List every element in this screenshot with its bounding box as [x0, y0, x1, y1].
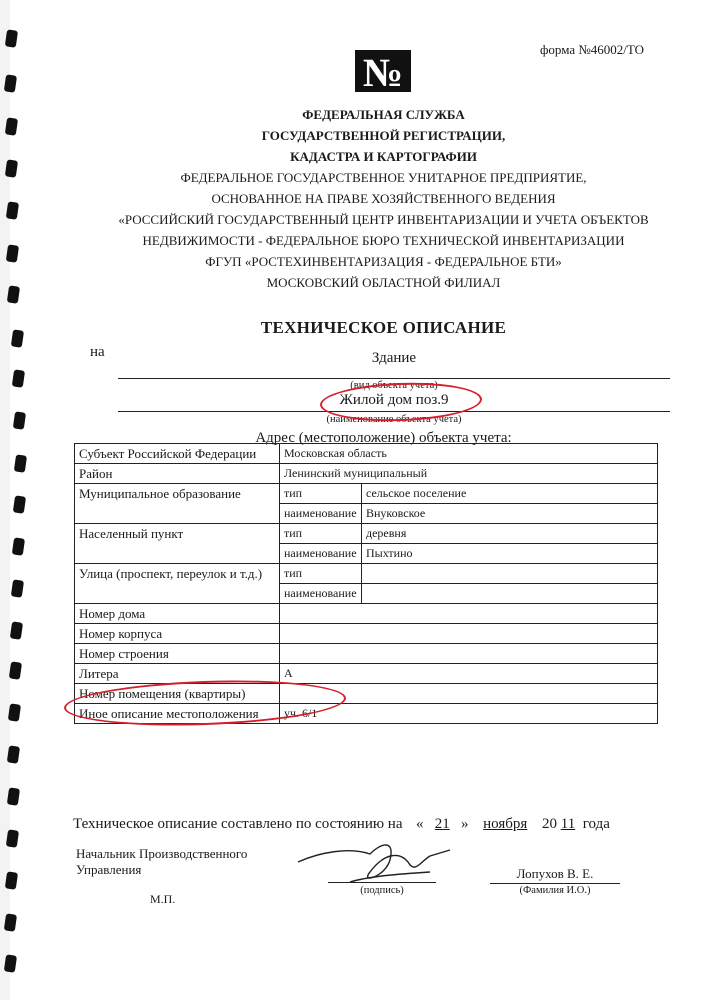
district-value: Ленинский муниципальный — [280, 464, 658, 484]
date-century: 20 — [542, 816, 557, 832]
other-location-label: Иное описание местоположения — [75, 704, 280, 724]
settlement-type-value: деревня — [362, 524, 658, 544]
table-row — [75, 484, 658, 504]
signature-line — [328, 882, 436, 883]
enterprise-line-3: «РОССИЙСКИЙ ГОСУДАРСТВЕННЫЙ ЦЕНТР ИНВЕНТАРИЗАЦИИ И УЧЕТА ОБЪЕКТОВ — [118, 212, 649, 227]
municipality-name-label: наименование — [280, 504, 362, 524]
name-line — [490, 883, 620, 884]
enterprise-line-1: ФЕДЕРАЛЬНОЕ ГОСУДАРСТВЕННОЕ УНИТАРНОЕ ПРЕДПРИЯТИЕ, — [180, 170, 587, 185]
address-heading: Адрес (местоположение) объекта учета: — [255, 430, 512, 446]
object-type-line — [118, 378, 670, 379]
stamp-place: М.П. — [150, 892, 176, 906]
date-day: 21 — [434, 816, 450, 832]
apartment-label: Номер помещения (квартиры) — [75, 684, 280, 704]
district-label: Район — [75, 464, 280, 484]
municipality-name-value: Внуковское — [362, 504, 658, 524]
subject-value: Московская область — [280, 444, 658, 464]
agency-line-2: ГОСУДАРСТВЕННОЙ РЕГИСТРАЦИИ, — [261, 128, 506, 143]
municipality-type-label: тип — [280, 484, 362, 504]
date-year: 11 — [560, 816, 576, 832]
table-row — [75, 444, 658, 464]
date-open-quote: « — [416, 816, 424, 832]
date-month: ноября — [483, 816, 528, 832]
building-label: Номер корпуса — [75, 624, 280, 644]
agency-line-1: ФЕДЕРАЛЬНАЯ СЛУЖБА — [302, 107, 465, 122]
date-close-quote: » — [461, 816, 469, 832]
signer-name: Лопухов В. Е. — [516, 866, 594, 881]
subject-label: Субъект Российской Федерации — [75, 444, 280, 464]
name-caption: (Фамилия И.О.) — [519, 885, 591, 896]
street-name-label: наименование — [280, 584, 362, 604]
table-row — [75, 624, 658, 644]
table-row — [75, 464, 658, 484]
table-row — [75, 524, 658, 544]
table-row — [75, 564, 658, 584]
signature-caption: (подпись) — [360, 885, 404, 896]
municipality-label: Муниципальное образование — [75, 484, 280, 524]
date-statement-text: Техническое описание составлено по состоянию на — [73, 816, 403, 832]
table-row — [75, 604, 658, 624]
agency-line-3: КАДАСТРА И КАРТОГРАФИИ — [290, 149, 477, 164]
building-value — [280, 624, 658, 644]
address-table — [74, 443, 658, 724]
position-line-2: Управления — [76, 862, 142, 877]
date-statement — [73, 816, 610, 833]
number-sign-logo — [355, 50, 411, 92]
enterprise-line-4: НЕДВИЖИМОСТИ - ФЕДЕРАЛЬНОЕ БЮРО ТЕХНИЧЕСКОЙ ИНВЕНТАРИЗАЦИИ — [142, 233, 625, 248]
binding-spiral-edge — [0, 0, 60, 1000]
structure-label: Номер строения — [75, 644, 280, 664]
municipality-type-value: сельское поселение — [362, 484, 658, 504]
enterprise-line-6: МОСКОВСКИЙ ОБЛАСТНОЙ ФИЛИАЛ — [266, 275, 501, 290]
litera-value: А — [280, 664, 658, 684]
settlement-label: Населенный пункт — [75, 524, 280, 564]
form-number: форма №46002/ТО — [540, 42, 645, 57]
settlement-type-label: тип — [280, 524, 362, 544]
handwritten-signature — [290, 832, 470, 892]
street-type-label: тип — [280, 564, 362, 584]
house-label: Номер дома — [75, 604, 280, 624]
object-name-caption: (наименование объекта учета) — [326, 414, 462, 425]
street-name-value — [362, 584, 658, 604]
enterprise-line-2: ОСНОВАННОЕ НА ПРАВЕ ХОЗЯЙСТВЕННОГО ВЕДЕНИЯ — [211, 191, 556, 206]
settlement-name-label: наименование — [280, 544, 362, 564]
position-line-1: Начальник Производственного — [76, 846, 248, 861]
enterprise-line-5: ФГУП «РОСТЕХИНВЕНТАРИЗАЦИЯ - ФЕДЕРАЛЬНОЕ БТИ» — [205, 254, 562, 269]
other-location-value: уч. 6/1 — [280, 704, 658, 724]
litera-label: Литера — [75, 664, 280, 684]
document-title: ТЕХНИЧЕСКОЕ ОПИСАНИЕ — [260, 318, 507, 337]
structure-value — [280, 644, 658, 664]
house-value — [280, 604, 658, 624]
table-row — [75, 644, 658, 664]
settlement-name-value: Пыхтино — [362, 544, 658, 564]
object-prefix: на — [90, 344, 105, 360]
street-label: Улица (проспект, переулок и т.д.) — [75, 564, 280, 604]
object-name-value: Жилой дом поз.9 — [339, 392, 449, 408]
table-row — [75, 664, 658, 684]
date-suffix: года — [582, 816, 610, 832]
logo-glyph: № — [362, 50, 404, 92]
street-type-value — [362, 564, 658, 584]
object-type-value: Здание — [371, 350, 417, 366]
object-type-caption: (вид объекта учета) — [350, 380, 438, 391]
